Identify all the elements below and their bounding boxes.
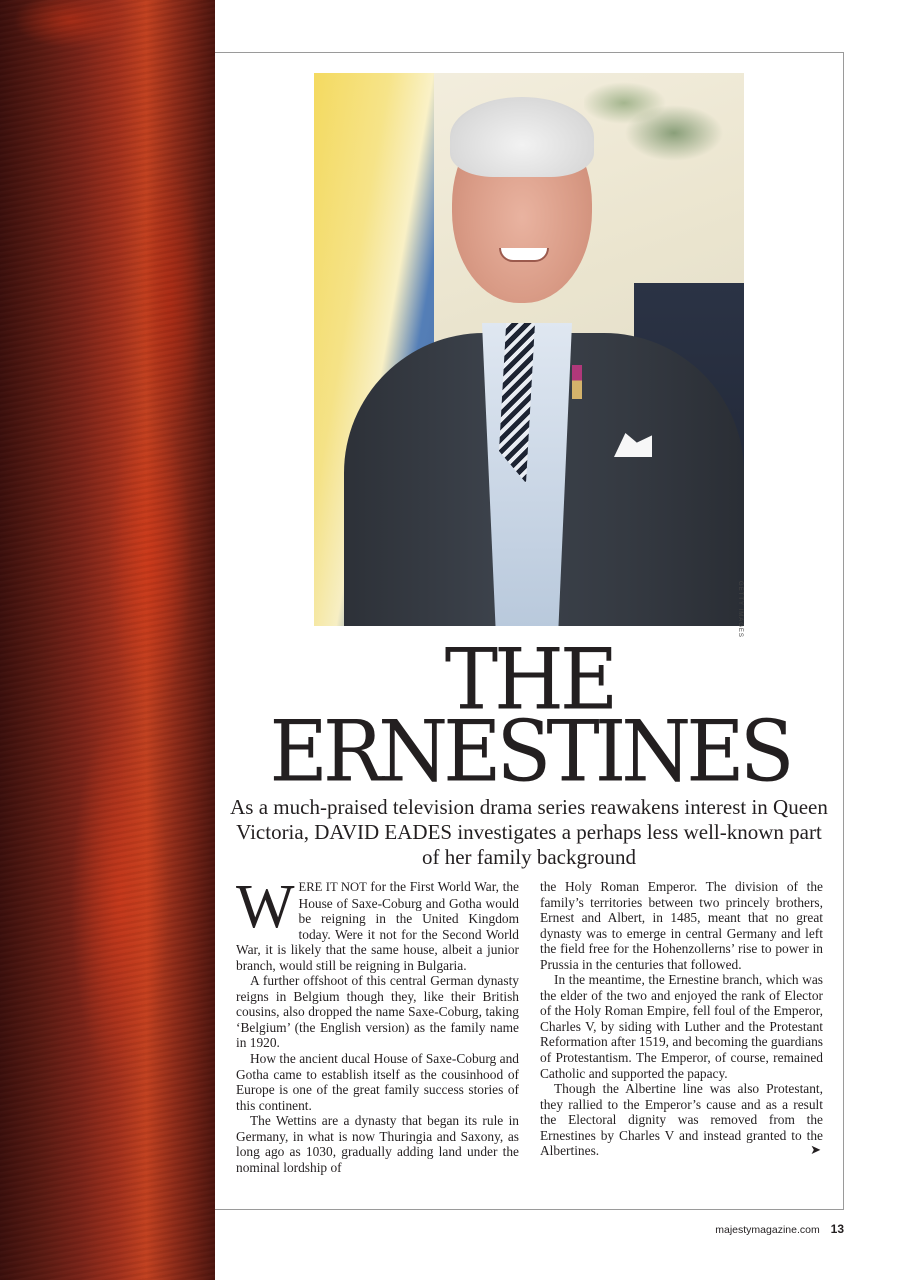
frame-rule-right: [843, 52, 844, 1210]
article-paragraph: In the meantime, the Ernestine branch, which was the elder of the two and enjoyed the rank of Elector of the Holy Roman Empire, fell foul of the Emperor, Charles V, by siding with Luther and the Protestant Reformation after 1519, and becoming the guardians of Protestantism. The Emperor, of course, remained Catholic and supported the papacy.: [540, 972, 823, 1081]
standfirst: As a much-praised television drama series reawakens interest in Queen Victoria, DAVID EADES investigates a perhaps less well-known part of her family background: [230, 795, 828, 869]
continue-arrow-icon: ➤: [810, 1143, 821, 1159]
article-paragraph: WERE IT NOT for the First World War, the House of Saxe-Coburg and Gotha would be reigning in the United Kingdom today. Were it not for the Second World War, it is likely that the same house, albeit a junior branch, would still be reigning in Bulgaria.: [236, 873, 519, 973]
page-number: 13: [830, 1222, 844, 1236]
headline-line-2: ERNESTINES: [269, 702, 790, 801]
painting-panel: [0, 0, 215, 1280]
lead-in-caps: ERE IT NOT: [298, 880, 367, 894]
portrait-photo: [314, 73, 744, 626]
foliage-background: [584, 73, 744, 273]
article-paragraph: Though the Albertine line was also Protestant, they rallied to the Emperor’s cause and as a result the Electoral dignity was removed from the Ernestines by Charles V and instead granted to the Albertines. ➤: [540, 1081, 823, 1159]
article-paragraph: A further offshoot of this central German dynasty reigns in Belgium though they, like their British cousins, also dropped the name Saxe-Coburg, taking ‘Belgium’ (the English version) as the family name in 1920.: [236, 973, 519, 1051]
page-footer: [715, 1222, 844, 1236]
hair: [450, 97, 594, 177]
smile: [499, 248, 549, 262]
article-column-right: [540, 879, 823, 1159]
article-paragraph: The Wettins are a dynasty that began its rule in Germany, in what is now Thuringia and Saxony, as long ago as 1030, gradually adding land under the nominal lordship of: [236, 1113, 519, 1175]
frame-rule-top: [215, 52, 844, 53]
drop-cap: W: [236, 873, 295, 941]
photo-credit: GETTY IMAGES: [737, 581, 743, 638]
frame-rule-bottom: [215, 1209, 844, 1210]
footer-url[interactable]: majestymagazine.com: [715, 1224, 820, 1236]
headline-line-1: THE: [444, 630, 615, 729]
article-paragraph: the Holy Roman Emperor. The division of the family’s territories between two princely brothers, Ernest and Albert, in 1485, meant that no great dynasty was to emerge in central Germany and left the field free for the Hohenzollerns’ rise to power in Prussia in the centuries that followed.: [540, 879, 823, 972]
article-paragraph: How the ancient ducal House of Saxe-Coburg and Gotha came to establish itself as the cousinhood of Europe is one of the great family success stories of this continent.: [236, 1051, 519, 1113]
lapel-medal: [572, 365, 582, 399]
article-column-left: [236, 873, 519, 1175]
